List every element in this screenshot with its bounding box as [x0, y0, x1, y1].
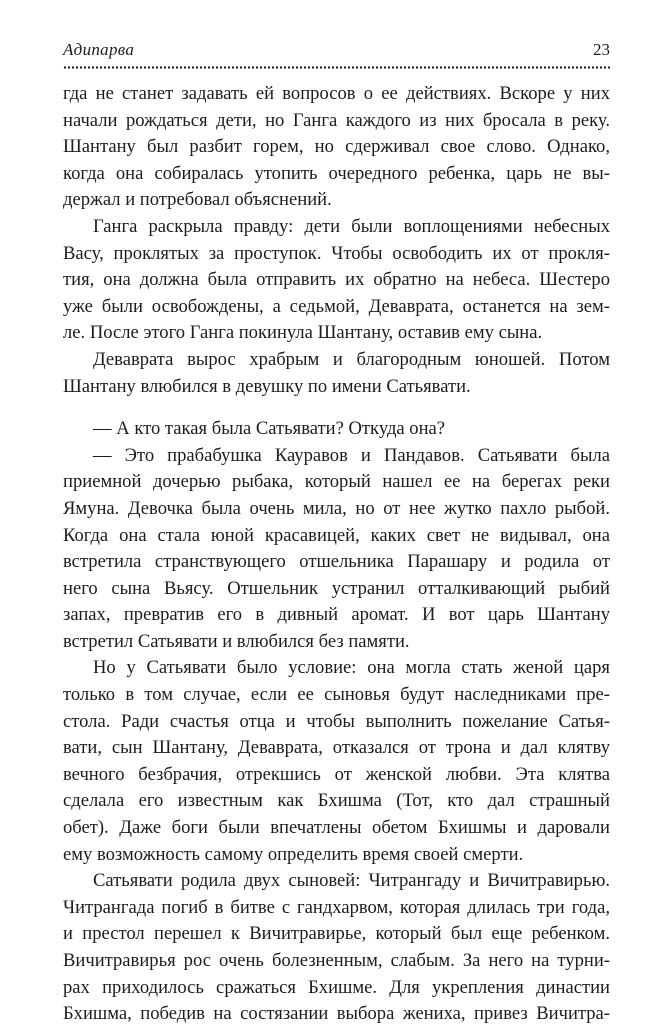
text-line: когда она собиралась утопить очередного ребенка, царь не вы- — [63, 162, 610, 184]
paragraph-gap — [63, 400, 610, 416]
page-number: 23 — [593, 40, 610, 59]
text-line: Шантану влюбился в девушку по имени Сатьявати. — [63, 375, 471, 397]
text-line: Ганга раскрыла правду: дети были воплощениями небесных — [93, 215, 610, 237]
text-line: Васу, проклятых за проступок. Чтобы освободить их от прокля- — [63, 242, 610, 264]
text-line: Шантану был разбит горем, но сдерживал свое слово. Однако, — [63, 136, 610, 158]
text-line: Деваврата вырос храбрым и благородным юношей. Потом — [93, 348, 610, 370]
text-line: Читрангада погиб в битве с гандхарвом, которая длилась три года, — [63, 896, 610, 918]
text-line: приемной дочерью рыбака, который нашел ее на берегах реки — [63, 471, 610, 493]
text-line: запах, превратив его в дивный аромат. И вот царь Шантану — [63, 604, 610, 626]
book-title: Адипарва — [63, 40, 135, 59]
text-line: Ямуна. Девочка была очень мила, но от нее жутко пахло рыбой. — [63, 497, 610, 519]
text-line: тия, она должна была отправить их обратно на небеса. Шестеро — [63, 269, 610, 291]
text-line: Когда она стала юной красавицей, каких свет не видывал, она — [63, 524, 610, 546]
text-line: держал и потребовал объяснений. — [63, 189, 332, 211]
text-line: рах приходилось сражаться Бхишме. Для укрепления династии — [63, 976, 610, 998]
text-line: Сатьявати родила двух сыновей: Читрангаду и Вичитравирью. — [93, 870, 610, 892]
text-line: вати, сын Шантану, Деваврата, отказался от трона и дал клятву — [63, 737, 610, 759]
text-line: Бхишма, победив на состязании выбора жениха, привез Вичитра- — [63, 1003, 610, 1025]
text-line: только в том случае, если ее сыновья будут наследниками пре- — [63, 684, 610, 706]
text-line: гда не станет задавать ей вопросов о ее действиях. Вскоре у них — [63, 83, 610, 104]
text-line: уже были освобождены, а седьмой, Деваврата, останется на зем- — [63, 295, 610, 317]
text-line: обет). Даже боги были впечатлены обетом Бхишмы и даровали — [63, 817, 610, 839]
text-line: вечного безбрачия, отрекшись от женской любви. Эта клятва — [63, 763, 610, 785]
text-line: и престол перешел к Вичитравирье, который был еще ребенком. — [63, 923, 610, 945]
text-line: ему возможность самому определить время своей смерти. — [63, 843, 524, 865]
text-line: начали рождаться дети, но Ганга каждого из них бросала в реку. — [63, 109, 610, 131]
text-line: Вичитравирья рос очень болезненным, слабым. За него на турни- — [63, 950, 610, 971]
text-line: него сына Вьясу. Отшельник устранил отталкивающий рыбий — [63, 577, 610, 599]
text-line: Но у Сатьявати было условие: она могла стать женой царя — [93, 657, 610, 679]
text-line: встретил Сатьявати и влюбился без памяти. — [63, 630, 410, 652]
body-text — [63, 81, 610, 1028]
text-line: — А кто такая была Сатьявати? Откуда она? — [93, 418, 446, 440]
text-line: ле. После этого Ганга покинула Шантану, оставив ему сына. — [63, 322, 543, 344]
text-line: сделала его известным как Бхишма (Тот, кто дал страшный — [63, 790, 610, 812]
header-divider — [63, 65, 610, 70]
text-line: стола. Ради счастья отца и чтобы выполнить пожелание Сатья- — [63, 710, 610, 732]
running-header — [63, 40, 610, 66]
text-line: встретила странствующего отшельника Парашару и родила от — [63, 551, 610, 573]
text-line: — Это прабабушка Кауравов и Пандавов. Сатьявати была — [93, 444, 610, 466]
